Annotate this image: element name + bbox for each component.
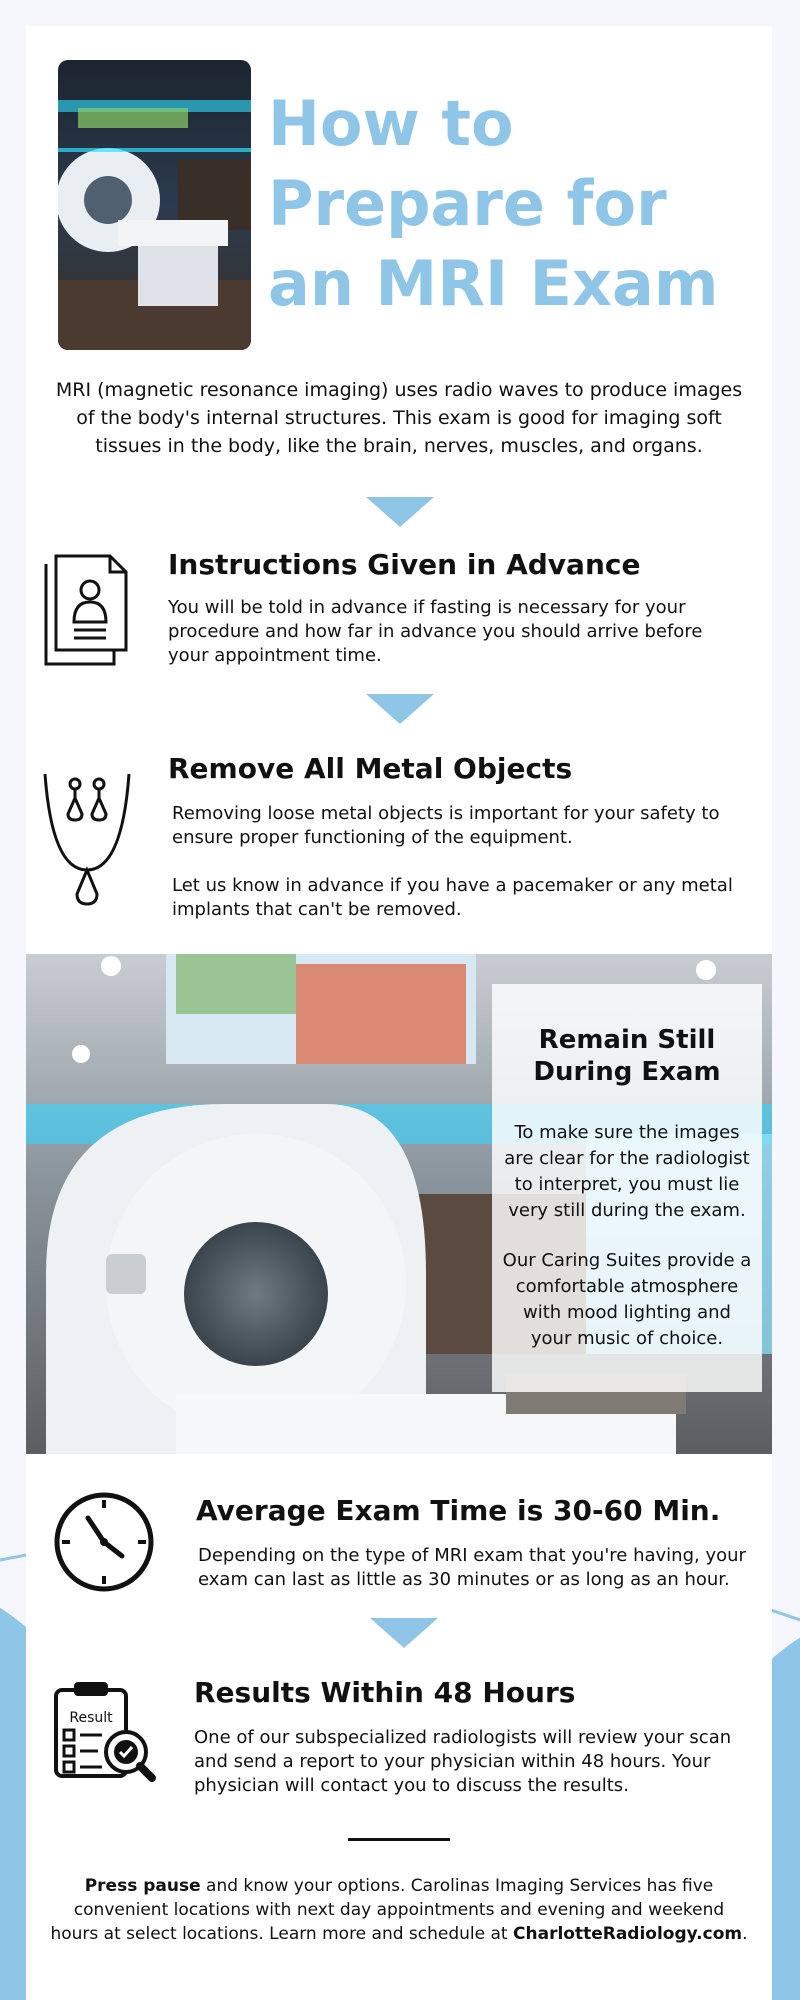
still-heading: Remain Still During Exam (533, 1025, 721, 1087)
down-arrow-icon (366, 694, 434, 724)
metal-body-1: Removing loose metal objects is important for your safety to ensure proper functioning of the equipment. (172, 803, 720, 848)
time-body: Depending on the type of MRI exam that you're having, your exam can last as little as 30 minutes or as long as an hour. (198, 1545, 746, 1590)
infographic-card (26, 26, 772, 2000)
footer-text (50, 1874, 748, 1946)
advance-heading: Instructions Given in Advance (168, 548, 641, 581)
jewelry-necklace-icon (42, 770, 132, 920)
clock-icon (52, 1490, 156, 1594)
results-body: One of our subspecialized radiologists will review your scan and send a report to your physician within 48 hours. Your physician will contact you to discuss the results. (194, 1727, 732, 1796)
results-icon-label: Result (69, 1710, 113, 1726)
down-arrow-icon (370, 1618, 438, 1648)
footer-end: . (742, 1924, 748, 1944)
metal-heading: Remove All Metal Objects (168, 752, 573, 785)
results-heading: Results Within 48 Hours (194, 1676, 576, 1709)
metal-body-2: Let us know in advance if you have a pacemaker or any metal implants that can't be removed. (172, 875, 733, 920)
hero-mri-photo (58, 60, 251, 350)
footer-middle: and know your options. Carolinas Imaging Services has five convenient locations with next day appointments and evening and weekend hours at select locations. Learn more and schedule at (50, 1876, 725, 1944)
document-person-icon (42, 552, 132, 668)
intro-text: MRI (magnetic resonance imaging) uses radio waves to produce images of the body's internal structures. This exam is good for imaging soft tissues in the body, like the brain, nerves, muscles, and organs. (55, 379, 743, 457)
time-heading: Average Exam Time is 30-60 Min. (196, 1494, 721, 1527)
divider-line (348, 1838, 450, 1841)
still-body-1: To make sure the images are clear for the radiologist to interpret, you must lie very still during the exam. (504, 1122, 750, 1221)
advance-body: You will be told in advance if fasting is necessary for your procedure and how far in advance you should arrive before your appointment time. (168, 597, 703, 666)
footer-lead: Press pause (84, 1876, 201, 1896)
remain-still-panel (492, 984, 762, 1392)
down-arrow-icon (366, 497, 434, 527)
still-body-2: Our Caring Suites provide a comfortable atmosphere with mood lighting and your music of choice. (502, 1250, 752, 1349)
page-title: How to Prepare for an MRI Exam (268, 87, 719, 320)
results-clipboard-icon (52, 1676, 162, 1786)
footer-link[interactable]: CharlotteRadiology.com (513, 1924, 743, 1944)
